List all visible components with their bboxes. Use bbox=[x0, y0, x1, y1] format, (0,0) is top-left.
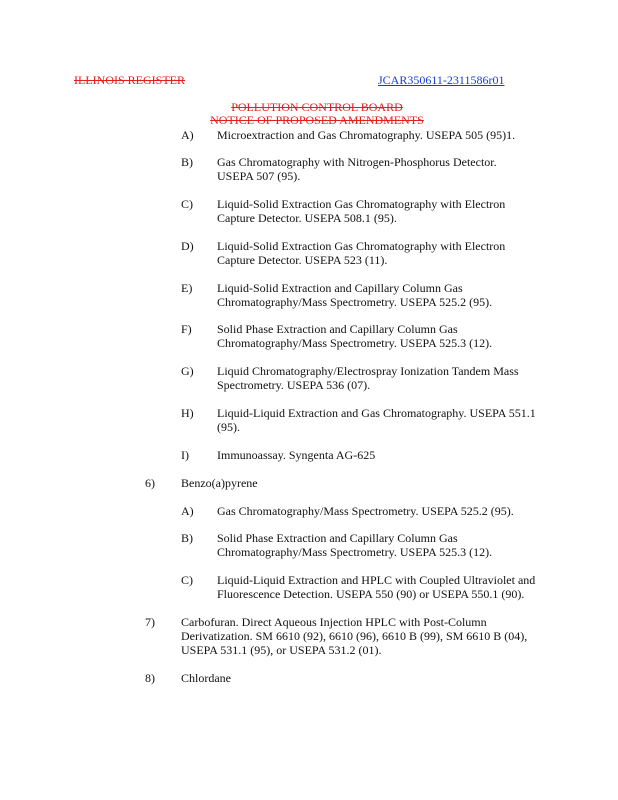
item-text: Derivatization. SM 6610 (92), 6610 (96), 6610 B (99), SM 6610 B (04), bbox=[181, 629, 528, 643]
item-label: D) bbox=[181, 239, 194, 253]
item-text: Capture Detector. USEPA 508.1 (95). bbox=[217, 211, 397, 225]
item-label: F) bbox=[181, 322, 192, 336]
item-label: A) bbox=[181, 504, 194, 518]
item-label: G) bbox=[181, 364, 194, 378]
item-label: I) bbox=[181, 448, 189, 462]
register-title: ILLINOIS REGISTER bbox=[74, 73, 185, 87]
document-id-link[interactable]: JCAR350611-2311586r01 bbox=[378, 73, 505, 87]
item-text: Microextraction and Gas Chromatography. USEPA 505 (95)1. bbox=[217, 128, 516, 142]
item-label: C) bbox=[181, 197, 193, 211]
item-text: Chromatography/Mass Spectrometry. USEPA 525.3 (12). bbox=[217, 336, 493, 350]
item-label: H) bbox=[181, 406, 194, 420]
item-text: Liquid Chromatography/Electrospray Ionization Tandem Mass bbox=[217, 364, 519, 378]
item-label: B) bbox=[181, 531, 193, 545]
item-text: Chromatography/Mass Spectrometry. USEPA 525.2 (95). bbox=[217, 295, 493, 309]
item-label: 7) bbox=[145, 615, 155, 629]
item-text: Capture Detector. USEPA 523 (11). bbox=[217, 253, 388, 267]
item-text: (95). bbox=[217, 420, 240, 434]
item-text: Benzo(a)pyrene bbox=[181, 476, 258, 490]
item-label: C) bbox=[181, 573, 193, 587]
item-text: Liquid-Solid Extraction and Capillary Column Gas bbox=[217, 281, 463, 295]
item-text: USEPA 531.1 (95), or USEPA 531.2 (01). bbox=[181, 643, 382, 657]
item-label: E) bbox=[181, 281, 193, 295]
item-text: Immunoassay. Syngenta AG-625 bbox=[217, 448, 376, 462]
item-text: Carbofuran. Direct Aqueous Injection HPLC with Post-Column bbox=[181, 615, 487, 629]
item-text: Liquid-Solid Extraction Gas Chromatography with Electron bbox=[217, 197, 506, 211]
item-text: Gas Chromatography with Nitrogen-Phosphorus Detector. bbox=[217, 155, 497, 169]
item-label: 8) bbox=[145, 671, 155, 685]
item-text: USEPA 507 (95). bbox=[217, 169, 301, 183]
item-text: Fluorescence Detection. USEPA 550 (90) or USEPA 550.1 (90). bbox=[217, 587, 525, 601]
item-text: Chromatography/Mass Spectrometry. USEPA 525.3 (12). bbox=[217, 545, 493, 559]
item-label: A) bbox=[181, 128, 194, 142]
item-text: Spectrometry. USEPA 536 (07). bbox=[217, 378, 371, 392]
item-text: Liquid-Solid Extraction Gas Chromatography with Electron bbox=[217, 239, 506, 253]
item-text: Solid Phase Extraction and Capillary Column Gas bbox=[217, 531, 458, 545]
notice-title: NOTICE OF PROPOSED AMENDMENTS bbox=[210, 113, 424, 127]
agency-name: POLLUTION CONTROL BOARD bbox=[231, 100, 403, 114]
item-text: Chlordane bbox=[181, 671, 231, 685]
item-label: B) bbox=[181, 155, 193, 169]
item-label: 6) bbox=[145, 476, 155, 490]
item-text: Liquid-Liquid Extraction and Gas Chromatography. USEPA 551.1 bbox=[217, 406, 536, 420]
item-text: Gas Chromatography/Mass Spectrometry. USEPA 525.2 (95). bbox=[217, 504, 514, 518]
item-text: Solid Phase Extraction and Capillary Column Gas bbox=[217, 322, 458, 336]
item-text: Liquid-Liquid Extraction and HPLC with Coupled Ultraviolet and bbox=[217, 573, 536, 587]
